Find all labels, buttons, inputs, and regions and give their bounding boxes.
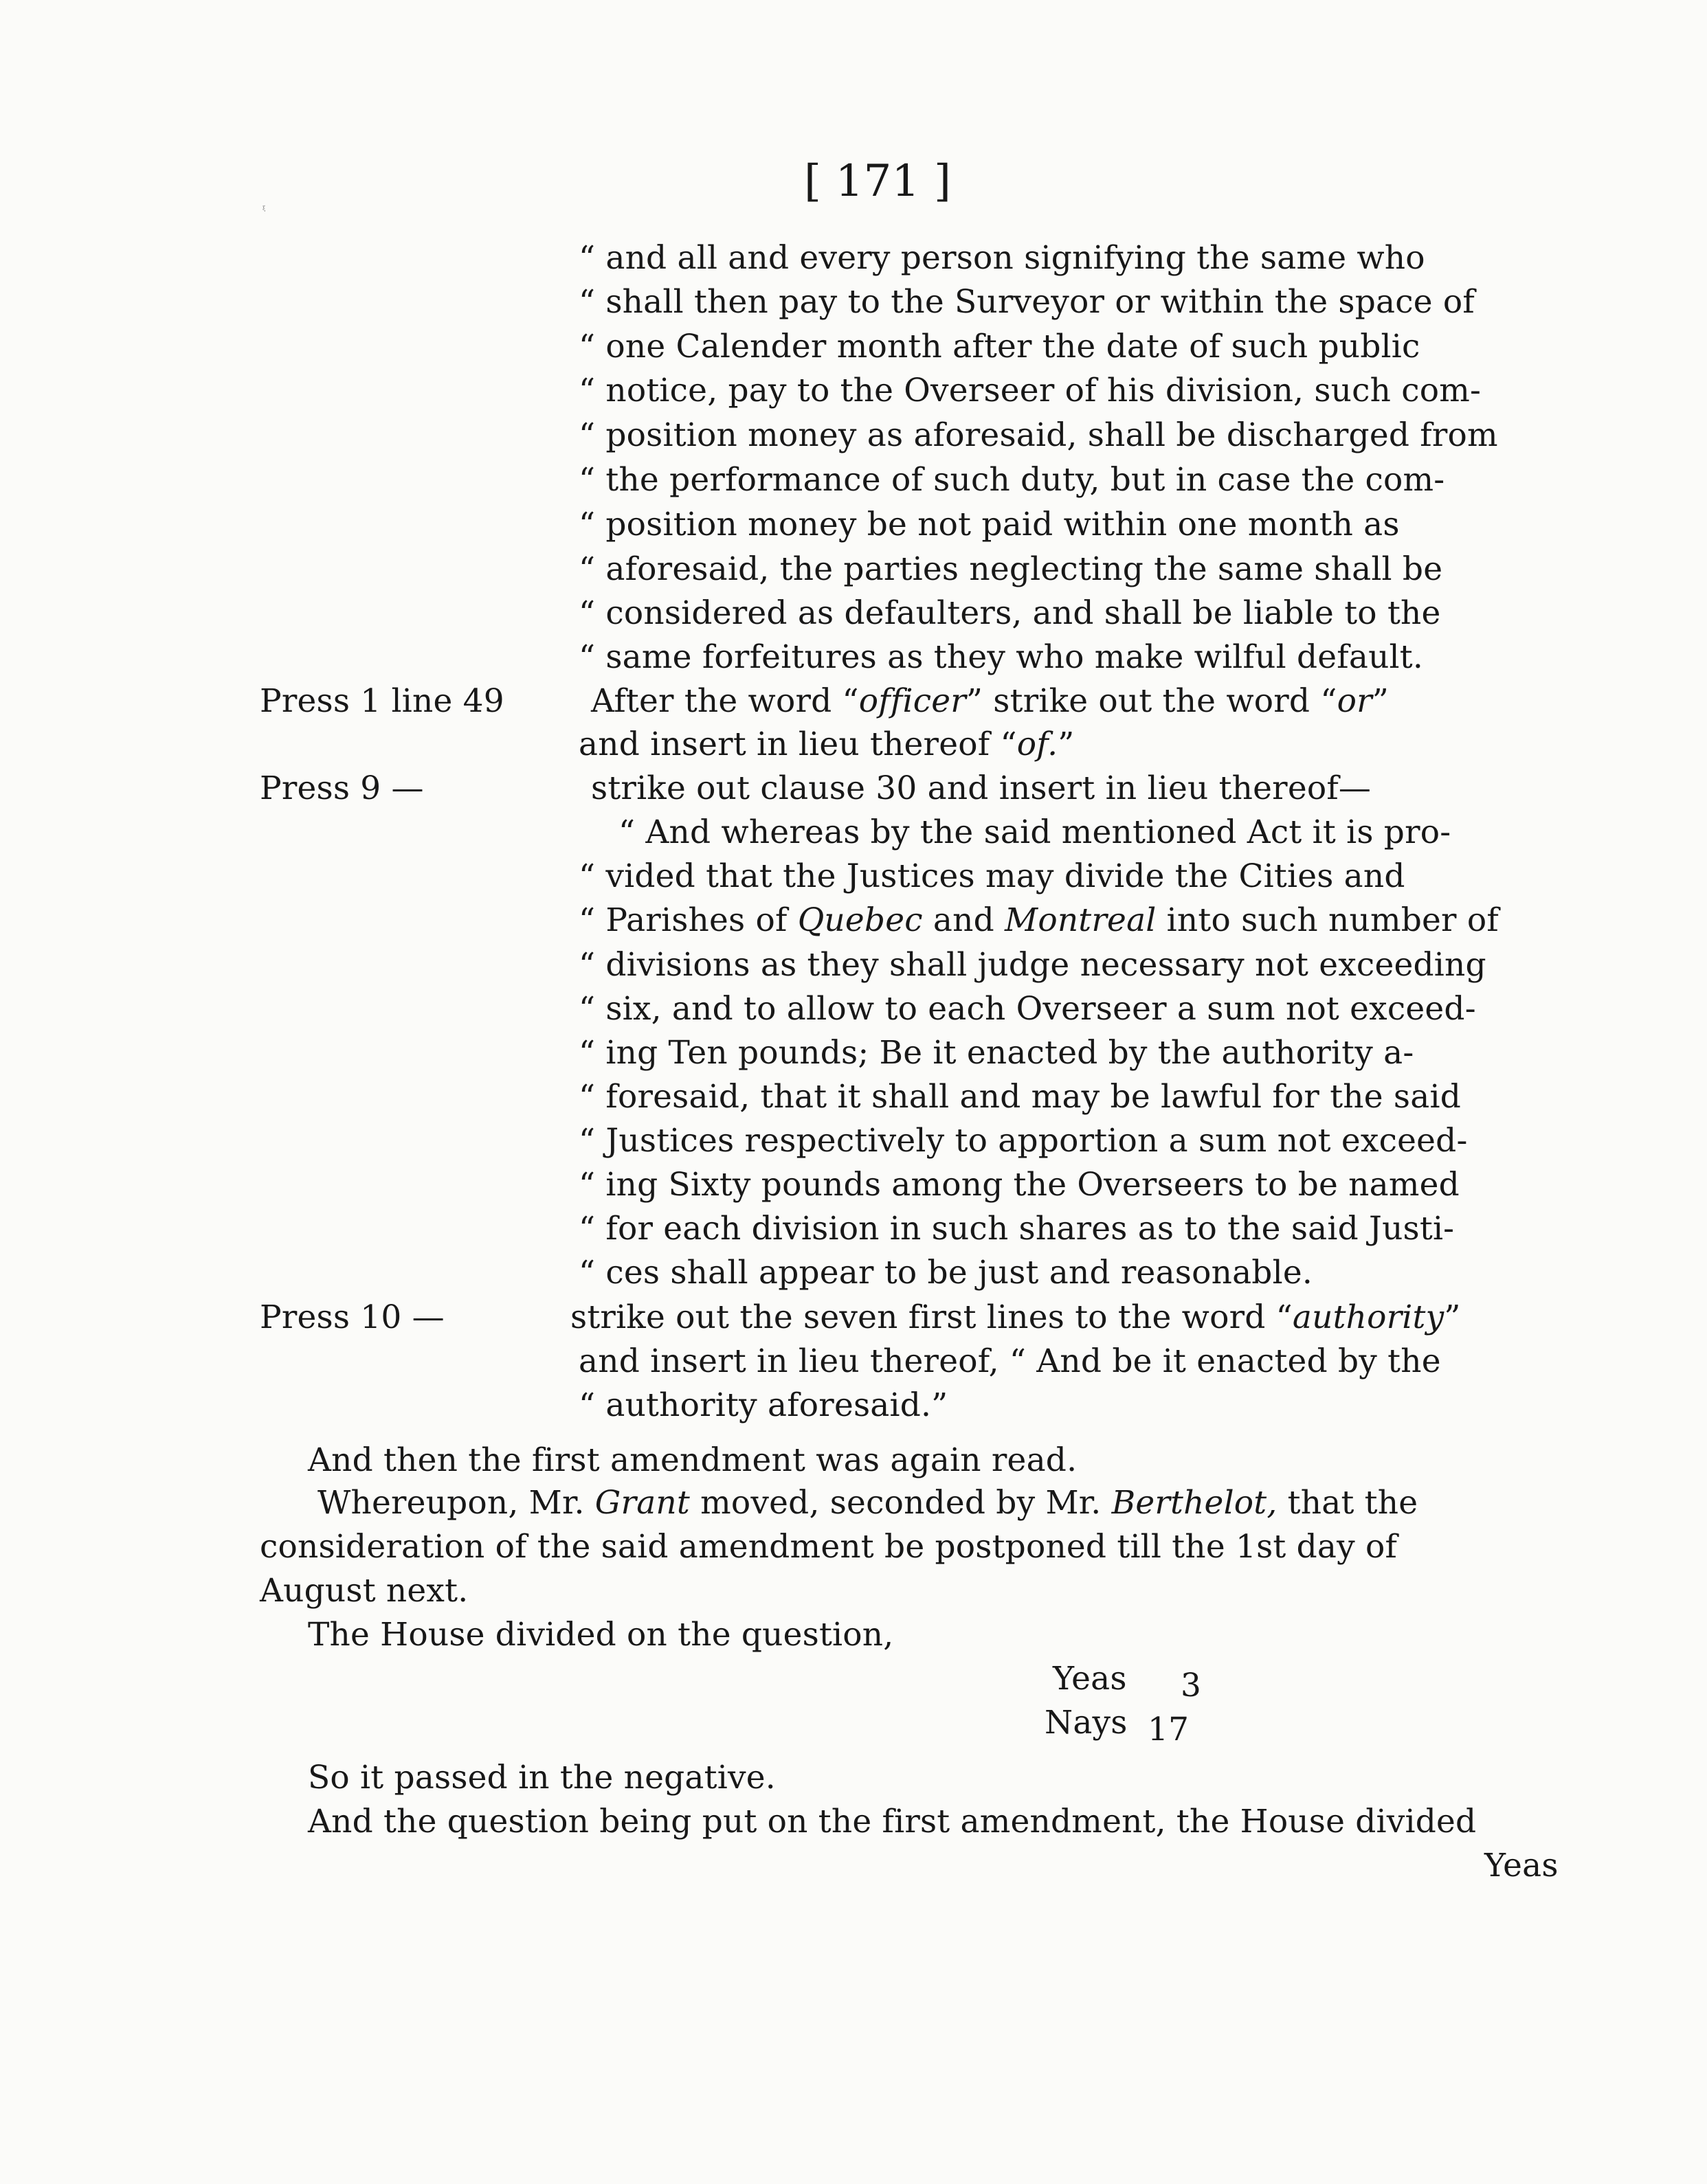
quote-line: “ And whereas by the said mentioned Act it is pro-	[618, 813, 1451, 851]
quote-line: “ notice, pay to the Overseer of his division, such com-	[579, 372, 1482, 409]
quote-line: “ foresaid, that it shall and may be lawful for the said	[579, 1078, 1461, 1116]
quote-line: “ six, and to allow to each Overseer a sum not exceed-	[579, 990, 1476, 1028]
quote-line: “ for each division in such shares as to the said Justi-	[579, 1210, 1455, 1248]
margin-mark: ξ	[263, 205, 266, 212]
quote-line: “ aforesaid, the parties neglecting the same shall be	[579, 550, 1443, 588]
press-9-label: Press 9 —	[260, 769, 424, 807]
body-paragraph: And then the first amendment was again read.	[308, 1441, 1078, 1479]
press-10-instruction: strike out the seven first lines to the word “authority”	[570, 1298, 1461, 1336]
yeas-count: 3	[1181, 1667, 1202, 1704]
body-paragraph-cont: consideration of the said amendment be postponed till the 1st day of	[260, 1528, 1398, 1566]
quote-line: “ shall then pay to the Surveyor or within the space of	[579, 283, 1475, 321]
quote-line: “ divisions as they shall judge necessary not exceeding	[579, 946, 1486, 984]
body-paragraph-cont: August next.	[260, 1572, 469, 1610]
press-1-instruction-cont: and insert in lieu thereof “of.”	[579, 725, 1075, 763]
quote-line: “ same forfeitures as they who make wilful default.	[579, 638, 1424, 676]
press-1-label: Press 1 line 49	[260, 682, 504, 720]
quote-line: “ and all and every person signifying the same who	[579, 239, 1425, 277]
quote-line: “ position money as aforesaid, shall be discharged from	[579, 416, 1498, 454]
yeas-label: Yeas	[1053, 1660, 1127, 1698]
quote-line: “ one Calender month after the date of such public	[579, 328, 1420, 365]
quote-line: “ vided that the Justices may divide the Cities and	[579, 857, 1405, 895]
body-paragraph: And the question being put on the first amendment, the House divided	[308, 1803, 1477, 1840]
quote-line: “ Justices respectively to apportion a sum not exceed-	[579, 1122, 1468, 1160]
quote-line: “ ing Ten pounds; Be it enacted by the authority a-	[579, 1034, 1414, 1072]
page-number: [ 171 ]	[804, 156, 952, 207]
quote-line: “ position money be not paid within one month as	[579, 506, 1400, 543]
press-10-instruction-cont: “ authority aforesaid.”	[579, 1386, 948, 1424]
press-10-instruction-cont: and insert in lieu thereof, “ And be it enacted by the	[579, 1342, 1441, 1380]
quote-line: “ ing Sixty pounds among the Overseers to be named	[579, 1166, 1460, 1204]
quote-line: “ the performance of such duty, but in case the com-	[579, 461, 1445, 499]
catchword: Yeas	[1484, 1847, 1559, 1884]
body-paragraph: So it passed in the negative.	[308, 1759, 776, 1797]
press-9-instruction: strike out clause 30 and insert in lieu thereof—	[591, 769, 1372, 807]
press-1-instruction: After the word “officer” strike out the word “or”	[591, 682, 1389, 720]
nays-label: Nays	[1045, 1704, 1128, 1742]
body-paragraph: Whereupon, Mr. Grant moved, seconded by Mr. Berthelot, that the	[317, 1484, 1418, 1522]
body-paragraph: The House divided on the question,	[308, 1616, 894, 1654]
nays-count: 17	[1148, 1711, 1190, 1748]
quote-line: “ considered as defaulters, and shall be liable to the	[579, 594, 1441, 632]
press-10-label: Press 10 —	[260, 1298, 445, 1336]
quote-line: “ Parishes of Quebec and Montreal into such number of	[579, 901, 1499, 939]
quote-line: “ ces shall appear to be just and reasonable.	[579, 1254, 1313, 1292]
